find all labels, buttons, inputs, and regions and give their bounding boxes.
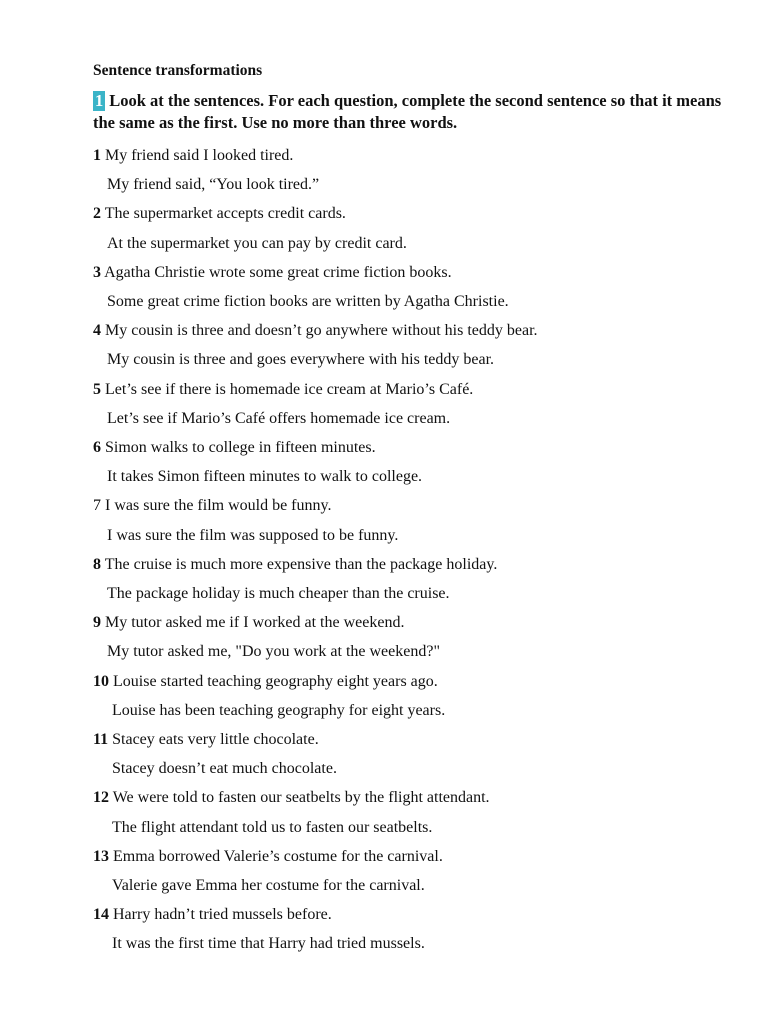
first-sentence-text: My friend said I looked tired. (105, 147, 294, 164)
item-number: 8 (93, 555, 101, 573)
first-sentence-text: Simon walks to college in fifteen minutes. (105, 439, 376, 457)
exercise-item-9 (93, 608, 733, 666)
exercise-item-1 (93, 141, 733, 199)
document-page (93, 60, 733, 959)
item-number: 10 (93, 672, 109, 690)
first-sentence-text: Let’s see if there is homemade ice cream at Mario’s Café. (105, 380, 474, 398)
exercise-item-4 (93, 316, 733, 374)
first-sentence-text: We were told to fasten our seatbelts by the flight attendant. (112, 789, 490, 807)
first-sentence-text: Emma borrowed Valerie’s costume for the carnival. (113, 847, 443, 865)
first-sentence (93, 667, 733, 696)
exercise-item-6 (93, 433, 733, 491)
second-sentence: Stacey doesn’t eat much chocolate. (112, 760, 337, 778)
first-sentence-text: The cruise is much more expensive than the package holiday. (104, 555, 498, 573)
exercise-item-5 (93, 375, 733, 433)
first-sentence (93, 842, 733, 871)
second-sentence: Some great crime fiction books are written by Agatha Christie. (107, 293, 509, 311)
exercise-item-2 (93, 199, 733, 257)
first-sentence (93, 725, 733, 754)
exercise-item-7 (93, 491, 733, 549)
second-sentence: Valerie gave Emma her costume for the carnival. (112, 877, 425, 895)
first-sentence-text: My tutor asked me if I worked at the weekend. (105, 614, 405, 632)
item-number: 9 (93, 614, 101, 632)
item-number: 2 (93, 205, 101, 223)
exercise-item-8 (93, 550, 733, 608)
exercise-item-13 (93, 842, 733, 900)
first-sentence (93, 316, 733, 345)
first-sentence-text: The supermarket accepts credit cards. (104, 205, 346, 223)
second-sentence: Let’s see if Mario’s Café offers homemade ice cream. (107, 409, 451, 427)
item-number: 12 (93, 789, 109, 807)
first-sentence (93, 900, 733, 929)
first-sentence (93, 433, 733, 462)
task-instruction (93, 90, 733, 134)
second-sentence: The package holiday is much cheaper than the cruise. (107, 585, 450, 603)
second-sentence: My cousin is three and goes everywhere with his teddy bear. (107, 351, 495, 369)
exercise-item-3 (93, 258, 733, 316)
item-number: 4 (93, 322, 101, 340)
item-number: 6 (93, 439, 101, 457)
item-number: 5 (93, 380, 101, 398)
first-sentence (93, 375, 733, 404)
second-sentence: It takes Simon fifteen minutes to walk to college. (107, 468, 423, 486)
second-sentence: It was the first time that Harry had tried mussels. (112, 935, 425, 953)
exercise-list (93, 141, 733, 959)
second-sentence: At the supermarket you can pay by credit card. (107, 234, 407, 252)
first-sentence (93, 550, 733, 579)
first-sentence-text: Stacey eats very little chocolate. (112, 731, 319, 749)
item-number: 7 (93, 497, 101, 515)
exercise-item-11 (93, 725, 733, 783)
first-sentence (93, 491, 733, 520)
first-sentence (93, 199, 733, 228)
second-sentence: My tutor asked me, "Do you work at the weekend?" (107, 643, 440, 661)
first-sentence-text: Agatha Christie wrote some great crime fiction books. (104, 263, 452, 281)
item-number: 3 (93, 263, 101, 281)
item-number: 1 (93, 147, 101, 164)
first-sentence-text: Louise started teaching geography eight years ago. (113, 672, 438, 690)
item-number: 13 (93, 847, 109, 865)
exercise-item-12 (93, 783, 733, 841)
first-sentence (93, 608, 733, 637)
page-title: Sentence transformations (93, 62, 263, 79)
exercise-item-10 (93, 667, 733, 725)
first-sentence (93, 783, 733, 812)
first-sentence-text: My cousin is three and doesn’t go anywhere without his teddy bear. (105, 322, 538, 340)
item-number: 11 (93, 731, 109, 749)
second-sentence: I was sure the film was supposed to be funny. (107, 526, 399, 544)
first-sentence-text: Harry hadn’t tried mussels before. (113, 906, 332, 924)
second-sentence: Louise has been teaching geography for eight years. (112, 701, 446, 719)
item-number: 14 (93, 906, 109, 924)
first-sentence (93, 258, 733, 287)
second-sentence: My friend said, “You look tired.” (107, 176, 320, 194)
first-sentence-text: I was sure the film would be funny. (105, 497, 332, 515)
second-sentence: The flight attendant told us to fasten our seatbelts. (112, 818, 433, 836)
task-number-badge: 1 (95, 91, 104, 110)
task-instruction-text: Look at the sentences. For each question, complete the second sentence so that it means the same as the first. Use no more than three words. (93, 91, 722, 132)
first-sentence (93, 141, 733, 170)
exercise-item-14 (93, 900, 733, 958)
